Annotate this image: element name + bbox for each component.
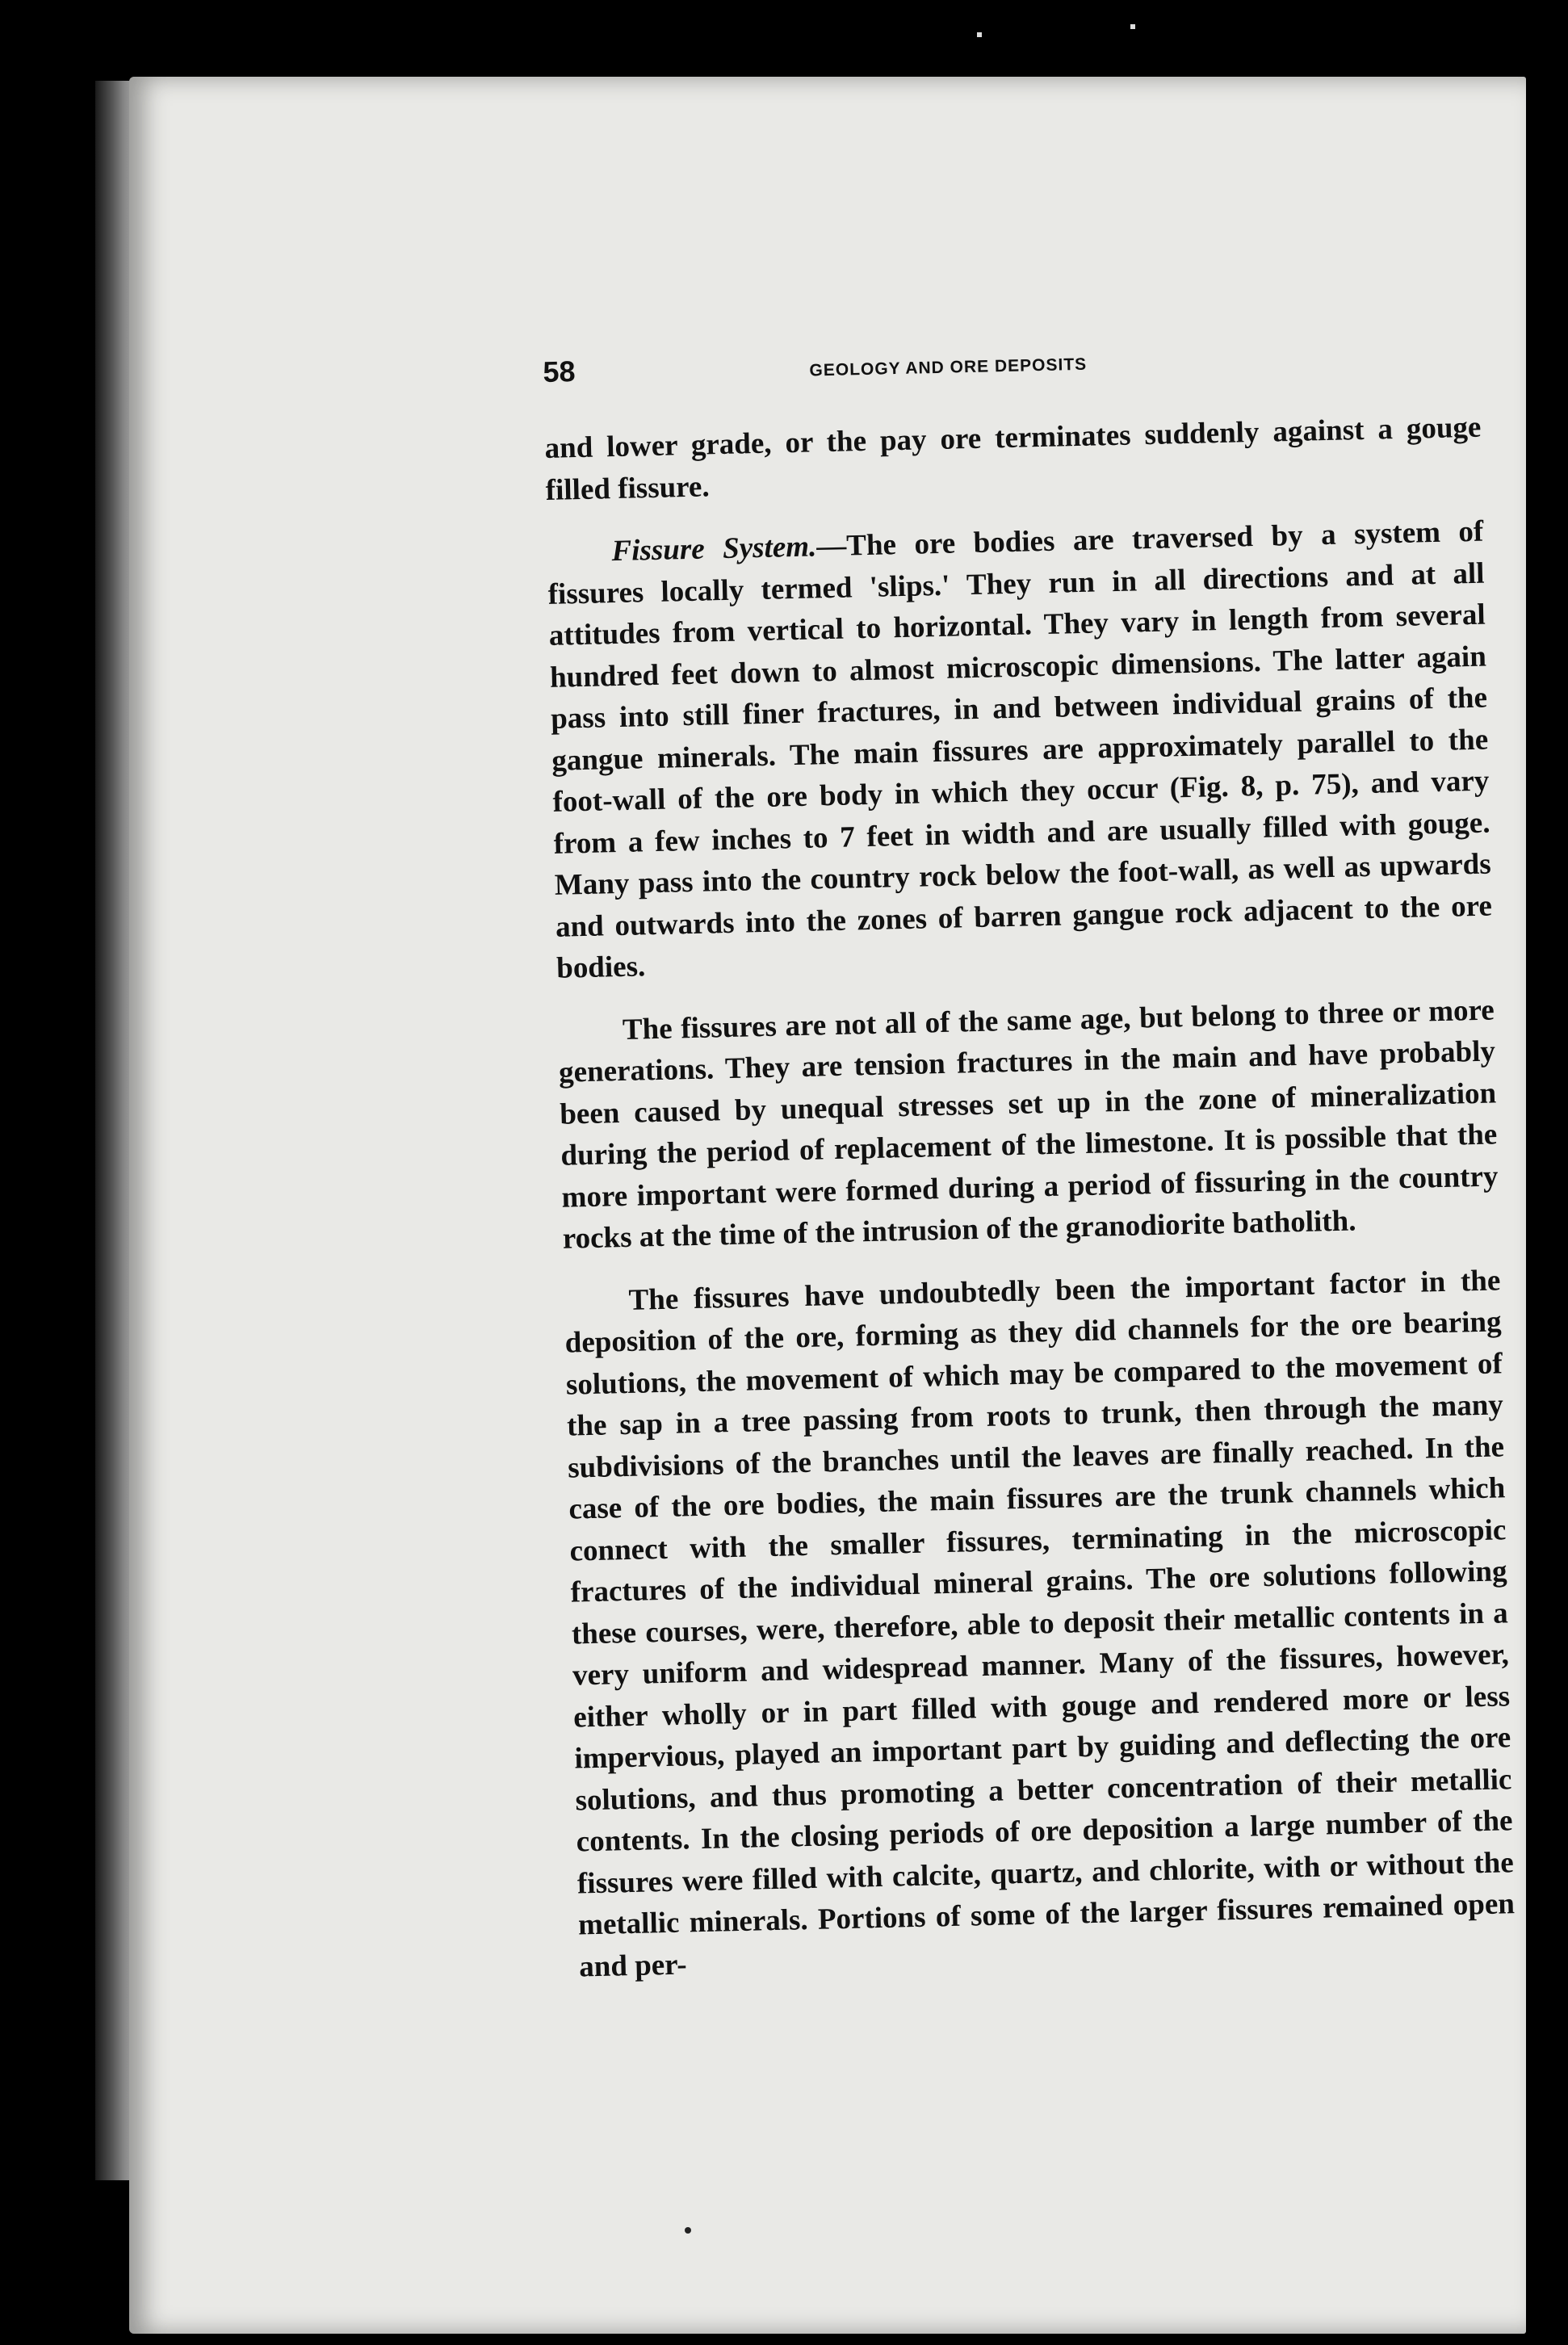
- paragraph-text: The fissures have undoubtedly been the important factor in the deposition of the ore, forming as they did channels for the ore bearing solutions, the movement of which may be compared to the movement of the sap in a tree passing from roots to trunk, then through the many subdivisions of the branches until the leaves are finally reached. In the case of the ore bodies, the main fissures are the trunk channels which connect with the smaller fissures, terminating in the microscopic fractures of the individual mineral grains. The ore solutions following these courses, were, therefore, able to deposit their metallic contents in a very uniform and widespread manner. Many of the fissures, however, either wholly or in part filled with gouge and rendered more or less impervious, played an important part by guiding and deflecting the ore solutions, and thus promoting a better concentration of their metallic contents. In the closing periods of ore deposition a large number of the fissures were filled with calcite, quartz, and chlorite, with or without the metallic minerals. Portions of some of the larger fissures remained open and per-: [564, 1263, 1516, 1983]
- scan-speck: [1130, 24, 1135, 29]
- paragraph: [544, 407, 1482, 511]
- paragraph-text: —The ore bodies are traversed by a system of fissures locally termed 'slips.' They run in all directions and at all attitudes from vertical to horizontal. They vary in length from several hundred feet down to almost microscopic dimensions. The latter again pass into still finer fractures, in and between individual grains of the gangue minerals. The main fissures are approximately parallel to the foot-wall of the ore body in which they occur (Fig. 8, p. 75), and vary from a few inches to 7 feet in width and are usually filled with gouge. Many pass into the country rock below the foot-wall, as well as upwards and outwards into the zones of barren gangue rock adjacent to the ore bodies.: [547, 514, 1493, 985]
- paragraph: [557, 989, 1499, 1260]
- page-number: 58: [543, 354, 576, 388]
- page-content: [543, 334, 1516, 2009]
- ink-dot: [685, 2227, 691, 2234]
- scan-speck: [977, 32, 982, 37]
- section-heading: Fissure System.: [611, 530, 817, 568]
- paragraph-text: and lower grade, or the pay ore terminates suddenly against a gouge filled fissure.: [544, 410, 1482, 507]
- paragraph: [547, 511, 1494, 990]
- paragraph: [564, 1260, 1516, 1988]
- running-title: GEOLOGY AND ORE DEPOSITS: [809, 354, 1088, 380]
- paragraph-text: The fissures are not all of the same age, but belong to three or more generations. They are tension fractures in the main and have probably been caused by unequal stresses set up in the zone of mineralization during the period of replacement of the limestone. It is possible that the more important were formed during a period of fissuring in the country rocks at the time of the intrusion of the granodiorite batholith.: [558, 992, 1499, 1256]
